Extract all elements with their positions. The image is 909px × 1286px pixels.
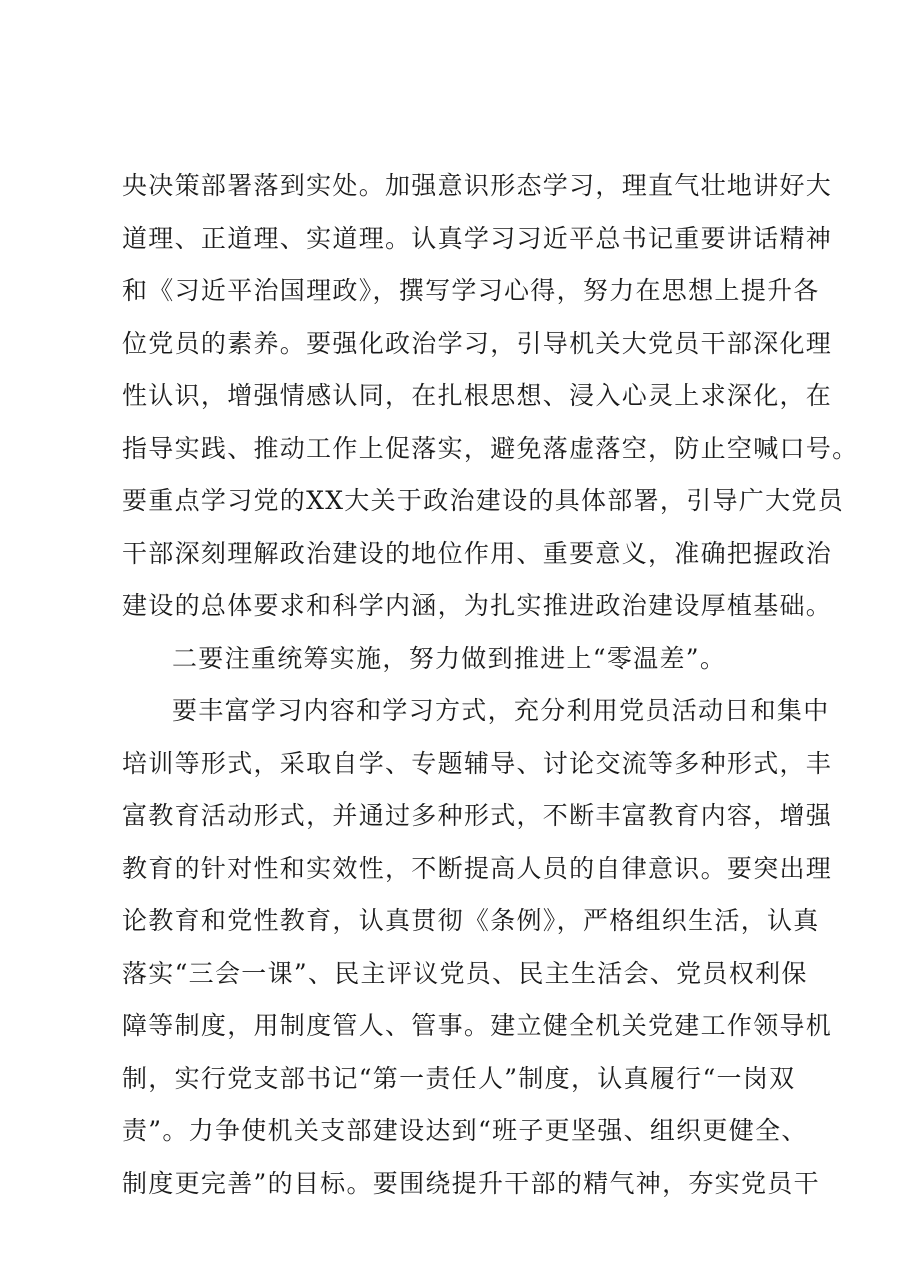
text-line: 性认识，增强情感认同，在扎根思想、浸入心灵上求深化，在 — [122, 381, 833, 410]
text-line: 培训等形式，采取自学、专题辅导、讨论交流等多种形式，丰 — [122, 748, 833, 778]
text-line: 责”。力争使机关支部建设达到“班子更坚强、组织更健全、 — [122, 1116, 808, 1145]
text-line: 论教育和党性教育，认真贯彻《条例》，严格组织生活，认真 — [122, 906, 820, 935]
body-text — [122, 160, 859, 1210]
text-line: 位党员的素养。要强化政治学习，引导机关大党员干部深化理 — [122, 328, 833, 358]
text-line: 要丰富学习内容和学习方式，充分利用党员活动日和集中 — [172, 696, 830, 725]
text-line: 制，实行党支部书记“第一责任人”制度，认真履行“一岗双 — [122, 1063, 796, 1093]
text-line: 要重点学习党的XX大关于政治建设的具体部署，引导广大党员 — [122, 486, 844, 515]
text-line: 和《习近平治国理政》，撰写学习心得，努力在思想上提升各 — [122, 276, 820, 305]
text-line: 落实“三会一课”、民主评议党员、民主生活会、党员权利保 — [122, 958, 808, 988]
text-line: 建设的总体要求和科学内涵，为扎实推进政治建设厚植基础。 — [122, 591, 833, 620]
text-line: 富教育活动形式，并通过多种形式，不断丰富教育内容，增强 — [122, 801, 833, 830]
text-line: 干部深刻理解政治建设的地位作用、重要意义，准确把握政治 — [122, 538, 833, 568]
text-line: 指导实践、推动工作上促落实，避免落虚落空，防止空喊口号。 — [122, 433, 859, 463]
text-line: 制度更完善”的目标。要围绕提升干部的精气神，夯实党员干 — [122, 1168, 820, 1198]
text-line: 央决策部署落到实处。加强意识形态学习，理直气壮地讲好大 — [122, 171, 833, 200]
section-heading: 二要注重统筹实施，努力做到推进上“零温差”。 — [172, 643, 727, 673]
text-line: 教育的针对性和实效性，不断提高人员的自律意识。要突出理 — [122, 853, 833, 883]
text-line: 障等制度，用制度管人、管事。建立健全机关党建工作领导机 — [122, 1011, 833, 1040]
text-line: 道理、正道理、实道理。认真学习习近平总书记重要讲话精神 — [122, 223, 833, 253]
